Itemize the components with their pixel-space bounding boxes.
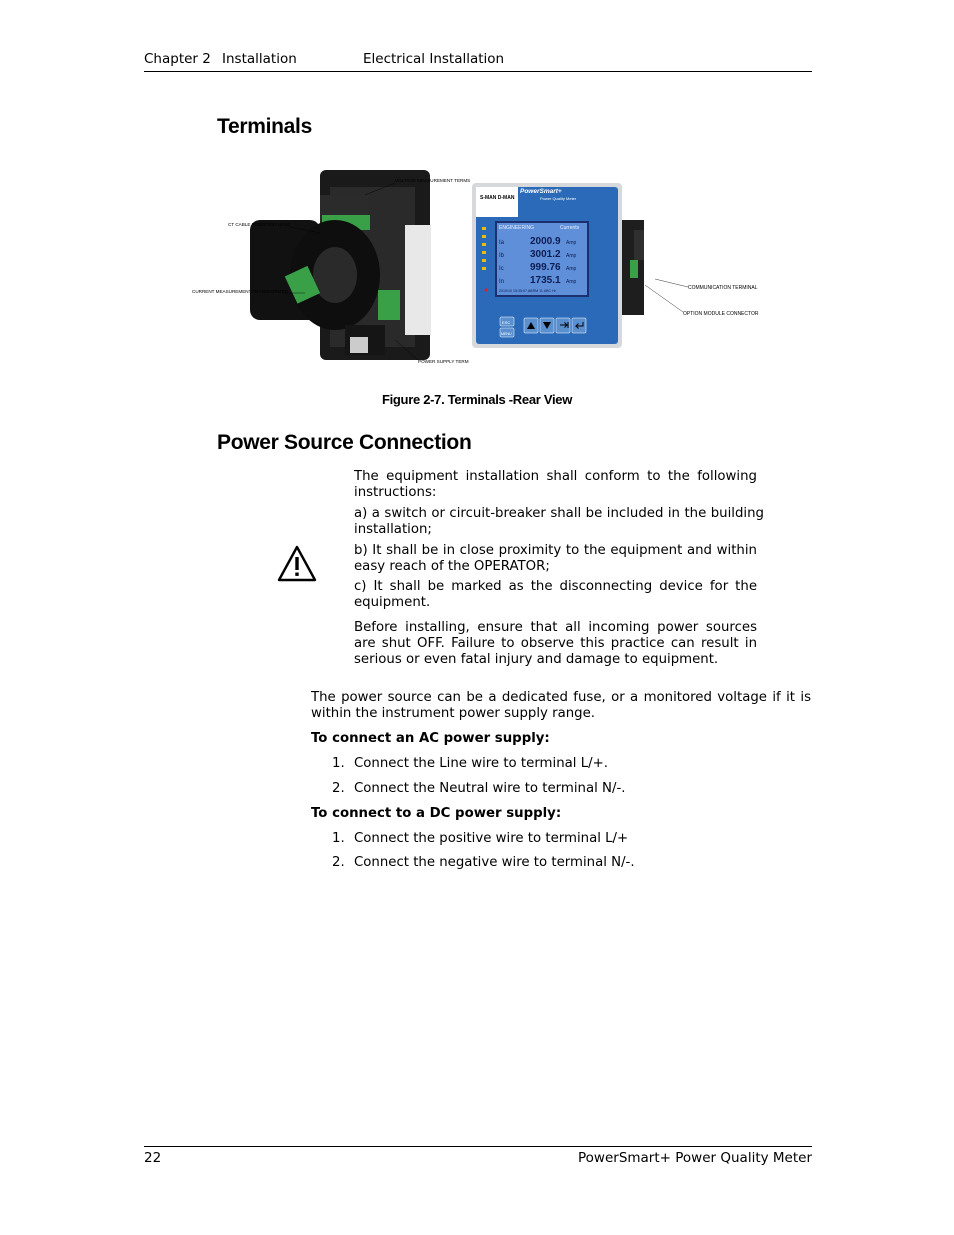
ac-title: To connect an AC power supply: [311,731,550,746]
screen-mode: Currents [560,225,580,231]
reading-unit: Amp [566,279,577,285]
callout-comm: COMMUNICATION TERMINAL [688,285,758,291]
page-footer [144,1146,812,1169]
warning-paragraph: a) a switch or circuit-breaker shall be included in the building installation; [354,506,764,537]
header-section: Installation [222,51,297,67]
reading-label: Ib [499,253,505,259]
product-label: PowerSmart+ [520,188,562,195]
warning-paragraph: Before installing, ensure that all incoming power sources are shut OFF. Failure to observe this practice can result in serious or even fatal injury and damage to equipment. [354,620,757,667]
list-item: Connect the Neutral wire to terminal N/-. [354,781,626,796]
page-header [144,51,812,72]
reading-value: 999.76 [530,262,561,273]
reading-value: 1735.1 [530,275,561,286]
meter-rear-view [250,170,431,360]
reading-value: 2000.9 [530,236,561,247]
list-number: 2. [332,781,345,796]
warning-paragraph: The equipment installation shall conform to the following instructions: [354,469,757,500]
list-item: Connect the negative wire to terminal N/-. [354,855,635,870]
warning-paragraph: c) It shall be marked as the disconnecting device for the equipment. [354,579,757,610]
page-number: 22 [144,1150,162,1166]
list-number: 2. [332,855,345,870]
callout-power: POWER SUPPLY TERM [418,359,469,364]
header-chapter: Chapter 2 [144,51,211,67]
terminals-rear-view-figure [190,165,790,380]
callout-option: OPTION MODULE CONNECTOR [683,311,759,317]
power-source-heading: Power Source Connection [217,431,472,454]
brand-label: S-MAN D-MAN [480,195,515,201]
callout-ct: CURRENT MEASUREMENT TRANSFORMER [192,289,288,294]
reading-label: Ic [499,266,504,272]
screen-status-line: 2010/10 15:35:07 ABRM 11 ABC Hr [499,289,556,293]
reading-unit: Amp [566,253,577,259]
screen-title: ENGINEERING [499,225,535,231]
reading-unit: Amp [566,240,577,246]
product-sub-label: Power Quality Meter [540,196,577,201]
dc-title: To connect to a DC power supply: [311,806,562,821]
list-number: 1. [332,831,345,846]
intro-paragraph: The power source can be a dedicated fuse, or a monitored voltage if it is within the instrument power supply range. [311,690,811,721]
header-subsection: Electrical Installation [363,51,505,67]
reading-value: 3001.2 [530,249,561,260]
list-item: Connect the positive wire to terminal L/+ [354,831,629,846]
list-item: Connect the Line wire to terminal L/+. [354,756,608,771]
terminals-heading: Terminals [217,115,312,138]
figure-caption: Figure 2-7. Terminals -Rear View [381,392,573,407]
reading-label: Ia [499,240,505,246]
menu-button-label: MENU [501,332,512,336]
reading-label: In [499,279,505,285]
meter-front-view [472,183,644,348]
callout-ct-hole: CT CABLE INSERTION HOLE [228,222,291,227]
footer-title: PowerSmart+ Power Quality Meter [578,1150,812,1166]
warning-paragraph: b) It shall be in close proximity to the equipment and within easy reach of the OPERATOR; [354,543,757,574]
callout-voltage: VOLTAGE MEASUREMENT TERMS [395,178,471,183]
list-number: 1. [332,756,345,771]
warning-icon [276,544,318,584]
esc-button-label: ESC [502,320,511,325]
reading-unit: Amp [566,266,577,272]
